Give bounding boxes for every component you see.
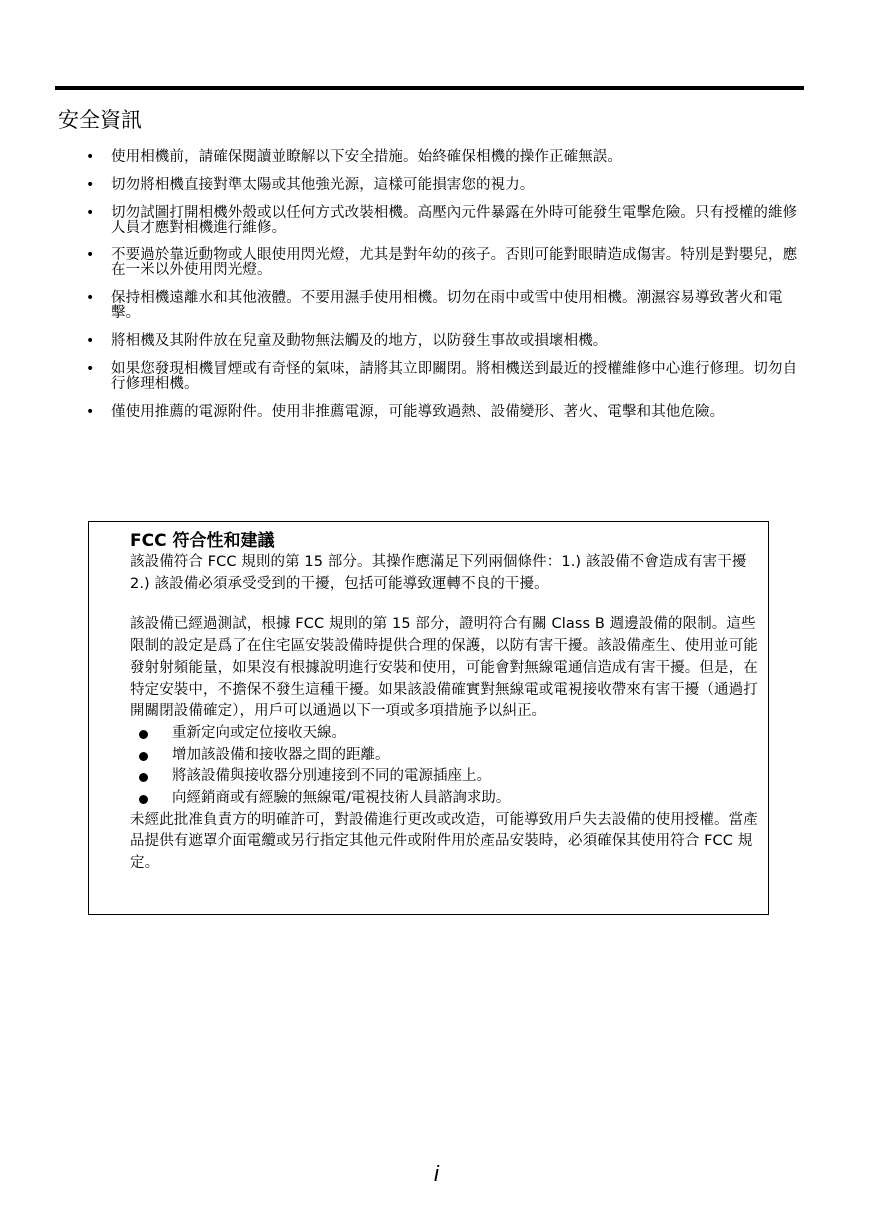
bullet-dot-icon — [139, 730, 148, 739]
bullet-dot-icon — [139, 752, 148, 761]
bullet-icon: • — [86, 177, 95, 193]
fcc-measure-text: 重新定向或定位接收天線。 — [172, 724, 346, 741]
fcc-title: FCC 符合性和建議 — [130, 531, 275, 551]
paragraph-spacer — [130, 595, 764, 614]
fcc-measure-text: 增加該設備和接收器之間的距離。 — [172, 746, 390, 763]
safety-item-text: 切勿將相機直接對準太陽或其他強光源，這樣可能損害您的視力。 — [111, 177, 535, 193]
safety-item-text: 使用相機前，請確保閱讀並瞭解以下安全措施。始終確保相機的操作正確無誤。 — [111, 149, 622, 165]
fcc-measure-text: 將該設備與接收器分別連接到不同的電源插座上。 — [172, 768, 491, 785]
fcc-notice-box — [88, 521, 769, 915]
bullet-icon: • — [86, 404, 95, 420]
fcc-paragraph-1: 該設備符合 FCC 規則的第 15 部分。其操作應滿足下列兩個條件：1.) 該設備不會造成有害干擾 2.) 該設備必須承受受到的干擾，包括可能導致運轉不良的干擾。 — [130, 554, 747, 592]
safety-item — [86, 178, 798, 193]
safety-item — [86, 291, 798, 321]
top-rule — [55, 86, 804, 90]
safety-item — [86, 206, 798, 236]
bullet-icon: • — [86, 247, 95, 263]
safety-item-text: 不要過於靠近動物或人眼使用閃光燈，尤其是對年幼的孩子。否則可能對眼睛造成傷害。特別是對嬰兒，應在一米以外使用閃光燈。 — [111, 247, 798, 278]
safety-item — [86, 248, 798, 278]
safety-item-text: 將相機及其附件放在兒童及動物無法觸及的地方，以防發生事故或損壞相機。 — [111, 333, 608, 349]
page-number: i — [434, 1161, 439, 1186]
safety-item-text: 切勿試圖打開相機外殼或以任何方式改裝相機。高壓內元件暴露在外時可能發生電擊危險。只有授權的維修人員才應對相機進行維修。 — [111, 205, 798, 236]
fcc-measure-item — [130, 788, 764, 810]
safety-item — [86, 405, 798, 420]
bullet-icon: • — [86, 290, 95, 306]
fcc-measure-text: 向經銷商或有經驗的無線電/電視技術人員諮詢求助。 — [172, 790, 511, 807]
fcc-measure-item — [130, 723, 764, 745]
bullet-icon: • — [86, 361, 95, 377]
bullet-icon: • — [86, 149, 95, 165]
fcc-measure-item — [130, 745, 764, 767]
fcc-measure-item — [130, 766, 764, 788]
section-title: 安全資訊 — [58, 108, 142, 132]
fcc-paragraph-3: 未經此批准負責方的明確許可，對設備進行更改或改造，可能導致用戶失去設備的使用授權。當產品提供有遮罩介面電纜或另行指定其他元件或附件用於產品安裝時，必須確保其使用符合 FCC 規定。 — [130, 811, 758, 872]
bullet-icon: • — [86, 333, 95, 349]
fcc-notice-content — [130, 530, 764, 875]
bullet-dot-icon — [139, 773, 148, 782]
bullet-dot-icon — [139, 795, 148, 804]
safety-item — [86, 150, 798, 165]
safety-item — [86, 362, 798, 392]
bullet-icon: • — [86, 205, 95, 221]
safety-item-text: 僅使用推薦的電源附件。使用非推薦電源，可能導致過熱、設備變形、著火、電擊和其他危險。 — [111, 404, 725, 420]
fcc-measures-list — [130, 723, 764, 810]
safety-item — [86, 334, 798, 349]
safety-item-text: 保持相機遠離水和其他液體。不要用濕手使用相機。切勿在雨中或雪中使用相機。潮濕容易導致著火和電擊。 — [111, 290, 783, 321]
safety-list — [86, 150, 798, 420]
safety-item-text: 如果您發現相機冒煙或有奇怪的氣味，請將其立即關閉。將相機送到最近的授權維修中心進行修理。切勿自行修理相機。 — [111, 361, 798, 392]
fcc-paragraph-2: 該設備已經過測試，根據 FCC 規則的第 15 部分，證明符合有關 Class B 週邊設備的限制。這些限制的設定是爲了在住宅區安裝設備時提供合理的保護，以防有害干擾。該設備產生、使用並可能發射射頻能量，如果沒有根據說明進行安裝和使用，可能會對無線電通信造成有害干擾。但是，在特定安裝中，不擔保不發生這種干擾。如果該設備確實對無線電或電視接收帶來有害干擾（通過打開關閉設備確定），用戶可以通過以下一項或多項措施予以糾正。 — [130, 616, 758, 720]
